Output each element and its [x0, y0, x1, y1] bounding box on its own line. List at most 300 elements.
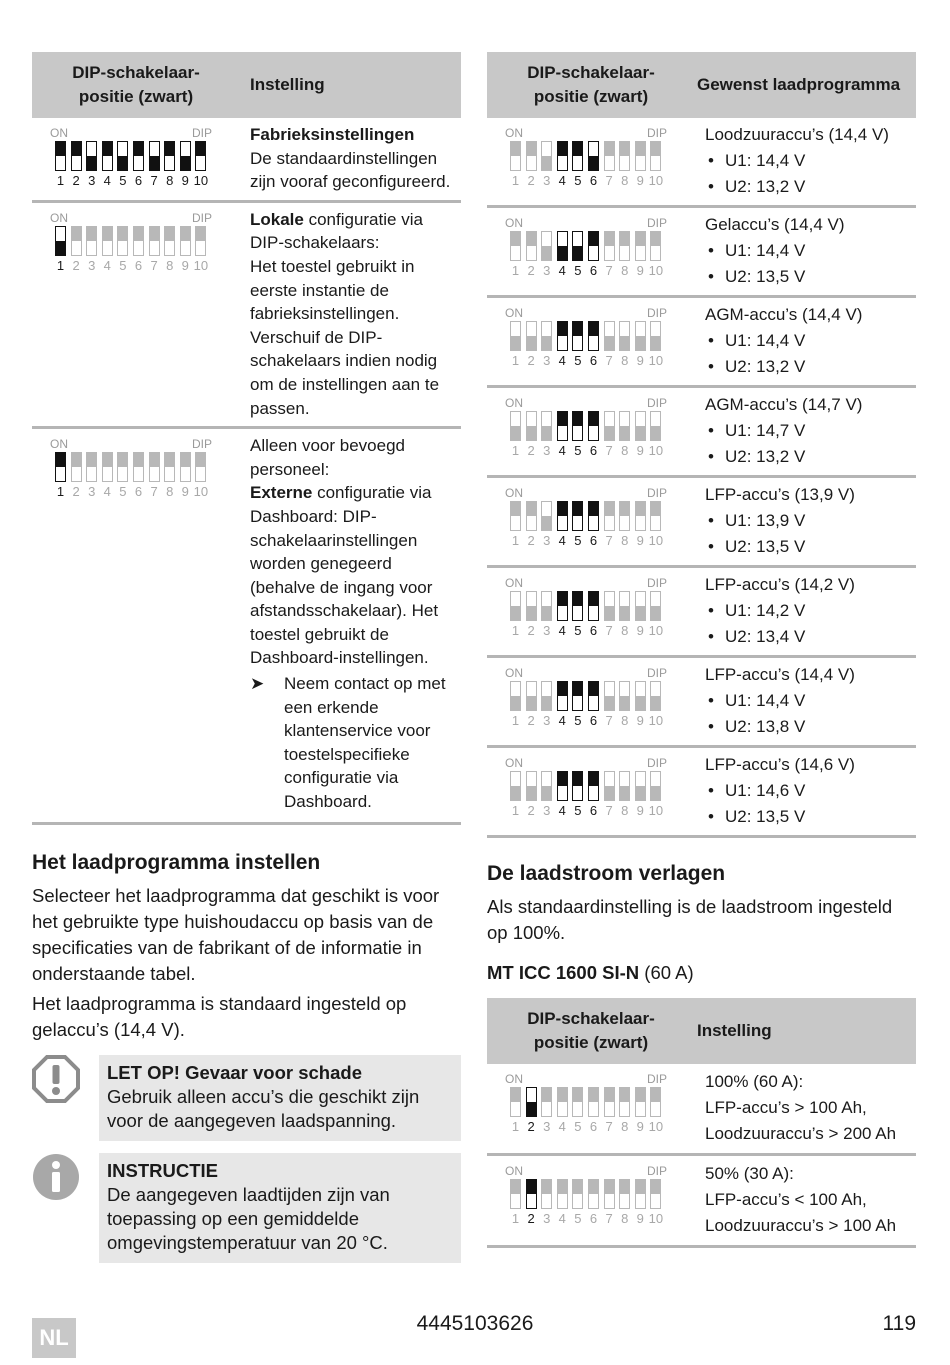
dip-switch-2 [526, 141, 537, 171]
dip-switch-diagram [505, 395, 667, 458]
dip-switch-knob [573, 142, 582, 156]
dip-switch-9 [635, 1179, 646, 1209]
dip-switch-knob [651, 336, 660, 350]
col-header-program: Gewenst laadprogramma [695, 52, 916, 118]
dip-switch-knob [605, 696, 614, 710]
dip-switch-knob [558, 772, 567, 786]
dip-switch-number: 1 [511, 262, 520, 278]
dip-switch-10 [650, 1087, 661, 1117]
dip-switch-knob [605, 232, 614, 246]
dip-switch-knob [636, 426, 645, 440]
current-table [487, 998, 916, 1248]
dip-switch-knob [589, 592, 598, 606]
table-row [487, 476, 916, 566]
dip-switch-number: 9 [636, 352, 644, 368]
dip-switch-8 [619, 141, 630, 171]
dip-switch-9 [180, 141, 191, 171]
dip-switch-number: 6 [589, 352, 598, 368]
dip-label: DIP [646, 755, 667, 770]
voltage-u2: • U2: 13,2 V [705, 445, 916, 469]
dip-switch-knob [573, 1088, 582, 1102]
dip-switch-knob [589, 1180, 598, 1194]
dip-switch-number: 6 [589, 622, 598, 638]
dip-switch-knob [103, 453, 112, 467]
dip-switch-knob [511, 786, 520, 800]
dip-switch-number: 7 [605, 532, 613, 548]
dip-switch-knob [620, 1180, 629, 1194]
paragraph: Selecteer het laadprogramma dat geschikt is voor het gebruikte type huishoudaccu op basis van de specificaties van de fabrikant of de informatie in onderstaande tabel. [32, 884, 440, 984]
action-step [250, 672, 455, 814]
dip-switch-knob [589, 682, 598, 696]
dip-switch-number: 9 [636, 173, 644, 188]
dip-switch-knob [103, 142, 112, 156]
dip-number-row [510, 1120, 666, 1134]
dip-switch-6 [133, 141, 144, 171]
dip-switch-number: 2 [527, 173, 535, 188]
action-step-text: Neem contact op met een erkende klantenservice voor toestelspecifieke configuratie via Dashboard. [284, 674, 446, 812]
dip-switch-knob [511, 426, 520, 440]
dip-switch-number: 4 [103, 484, 111, 500]
program-title: Gelaccu’s (14,4 V) [705, 214, 845, 234]
dip-on-label: ON [505, 1071, 523, 1086]
dip-switch-knob [165, 142, 174, 156]
dip-switch-10 [650, 231, 661, 261]
dip-switch-number: 6 [589, 262, 598, 278]
dip-switch-10 [650, 501, 661, 531]
dip-switch-knob [511, 142, 520, 156]
dip-switch-knob [558, 142, 567, 156]
dip-number-row [510, 1212, 666, 1226]
dip-switch-knob [542, 246, 551, 260]
dip-switch-2 [71, 452, 82, 482]
dip-switch-knob [542, 696, 551, 710]
dip-on-label: ON [505, 215, 523, 230]
dip-switch-3 [86, 226, 97, 256]
dip-switch-4 [557, 141, 568, 171]
dip-switch-5 [572, 771, 583, 801]
dip-switch-4 [557, 681, 568, 711]
dip-switch-number: 5 [574, 802, 582, 818]
dip-switch-knob [87, 156, 96, 170]
row-heading: Fabrieksinstellingen [250, 125, 415, 144]
table-row [487, 1154, 916, 1246]
dip-cell [487, 1154, 695, 1246]
row-lead [250, 208, 455, 255]
dip-switch-diagram [50, 437, 212, 500]
dip-switch-knob [651, 606, 660, 620]
dip-switch-knob [620, 142, 629, 156]
dip-switch-7 [604, 681, 615, 711]
dip-switch-knob [527, 502, 536, 516]
dip-switch-row [510, 1179, 662, 1211]
dip-switch-3 [541, 1179, 552, 1209]
voltage-u2: • U2: 13,4 V [705, 625, 916, 649]
dip-switch-number: 9 [181, 484, 189, 500]
dip-switch-knob [542, 336, 551, 350]
dip-switch-4 [102, 452, 113, 482]
program-cell [695, 746, 916, 836]
program-title: LFP-accu’s (14,2 V) [705, 574, 855, 594]
dip-switch-knob [72, 142, 81, 156]
dip-switch-8 [619, 681, 630, 711]
dip-switch-8 [164, 226, 175, 256]
dip-switch-number: 4 [558, 622, 566, 638]
dip-switch-number: 5 [119, 484, 127, 500]
model-line [487, 960, 916, 986]
dip-switch-number: 4 [558, 1118, 566, 1134]
dip-on-label: ON [505, 575, 523, 590]
dip-switch-3 [541, 411, 552, 441]
row-lead [250, 481, 455, 670]
dip-switch-7 [604, 321, 615, 351]
dip-switch-7 [604, 591, 615, 621]
dip-switch-1 [510, 591, 521, 621]
voltage-u2: • U2: 13,2 V [705, 175, 916, 199]
dip-switch-knob [87, 227, 96, 241]
dip-cell [487, 386, 695, 476]
dip-switch-5 [572, 141, 583, 171]
dip-switch-number: 5 [119, 173, 127, 188]
voltage-u2: • U2: 13,2 V [705, 355, 916, 379]
dip-switch-6 [588, 591, 599, 621]
dip-switch-3 [541, 681, 552, 711]
dip-switch-number: 5 [574, 352, 582, 368]
program-cell [695, 476, 916, 566]
dip-switch-knob [542, 156, 551, 170]
dip-switch-knob [573, 246, 582, 260]
program-cell [695, 206, 916, 296]
table-row [487, 746, 916, 836]
dip-switch-knob [527, 696, 536, 710]
dip-switch-knob [589, 772, 598, 786]
dip-switch-5 [117, 452, 128, 482]
dip-switch-knob [527, 142, 536, 156]
dip-switch-9 [635, 411, 646, 441]
voltage-u2: • U2: 13,5 V [705, 535, 916, 559]
dip-switch-9 [635, 681, 646, 711]
dip-switch-7 [604, 411, 615, 441]
dip-switch-5 [572, 1179, 583, 1209]
dip-switch-knob [150, 156, 159, 170]
program-title: LFP-accu’s (14,6 V) [705, 754, 855, 774]
dip-switch-4 [557, 771, 568, 801]
dip-switch-4 [557, 1087, 568, 1117]
dip-switch-3 [541, 591, 552, 621]
dip-switch-3 [86, 141, 97, 171]
dip-switch-number: 3 [543, 1210, 551, 1226]
dip-switch-10 [650, 141, 661, 171]
dip-number-row [510, 804, 666, 818]
dip-switch-6 [588, 1087, 599, 1117]
dip-switch-knob [527, 606, 536, 620]
dip-switch-8 [619, 771, 630, 801]
config-table [32, 52, 461, 825]
dip-switch-number: 3 [543, 532, 551, 548]
dip-switch-knob [558, 502, 567, 516]
dip-switch-knob [589, 502, 598, 516]
dip-switch-knob [589, 156, 598, 170]
dip-switch-knob [636, 786, 645, 800]
paragraph: Het laadprogramma is standaard ingesteld op gelaccu’s (14,4 V). [32, 992, 407, 1040]
dip-switch-number: 1 [511, 1210, 520, 1226]
dip-switch-diagram [505, 305, 667, 368]
dip-switch-number: 10 [648, 802, 664, 818]
dip-switch-knob [558, 682, 567, 696]
dip-switch-knob [118, 156, 127, 170]
dip-switch-row [510, 141, 662, 173]
voltage-u2: • U2: 13,8 V [705, 715, 916, 739]
dip-switch-number: 3 [543, 173, 551, 188]
dip-switch-knob [636, 606, 645, 620]
dip-switch-knob [636, 696, 645, 710]
dip-switch-knob [196, 142, 205, 156]
dip-on-label: ON [505, 755, 523, 770]
table-row [487, 296, 916, 386]
program-title: AGM-accu’s (14,7 V) [705, 394, 863, 414]
charge-program-table [487, 52, 916, 838]
dip-switch-knob [636, 1088, 645, 1102]
table-row [487, 118, 916, 206]
dip-switch-number: 3 [88, 173, 96, 188]
col-header-dip: DIP-schakelaar- positie (zwart) [32, 52, 240, 118]
dip-switch-knob [558, 592, 567, 606]
dip-switch-number: 9 [636, 712, 644, 728]
dip-switch-8 [164, 141, 175, 171]
dip-switch-number: 8 [621, 712, 629, 728]
dip-switch-1 [510, 231, 521, 261]
dip-switch-7 [604, 1087, 615, 1117]
program-title: Loodzuuraccu’s (14,4 V) [705, 125, 889, 144]
dip-switch-knob [87, 453, 96, 467]
table-row [487, 206, 916, 296]
dip-switch-knob [651, 1180, 660, 1194]
dip-switch-diagram [505, 755, 667, 818]
dip-switch-knob [150, 453, 159, 467]
dip-switch-4 [557, 501, 568, 531]
col-header-dip: DIP-schakelaar- positie (zwart) [487, 52, 695, 118]
dip-switch-number: 2 [527, 622, 535, 638]
dip-switch-number: 2 [527, 1210, 535, 1226]
dip-switch-knob [542, 516, 551, 530]
dip-switch-number: 6 [589, 802, 598, 818]
setting-line: 100% (60 A): [705, 1071, 804, 1091]
dip-switch-4 [557, 411, 568, 441]
dip-switch-knob [605, 1180, 614, 1194]
dip-on-label: ON [505, 485, 523, 500]
dip-switch-number: 8 [166, 484, 174, 500]
dip-switch-3 [541, 501, 552, 531]
dip-switch-row [55, 452, 207, 484]
dip-switch-diagram [505, 665, 667, 728]
dip-label: DIP [646, 485, 667, 500]
dip-switch-4 [557, 321, 568, 351]
dip-switch-knob [620, 696, 629, 710]
dip-switch-number: 3 [543, 802, 551, 818]
row-text: De standaardinstellingen zijn vooraf geconfigureerd. [250, 148, 451, 192]
dip-switch-knob [605, 426, 614, 440]
dip-switch-knob [573, 322, 582, 336]
dip-switch-2 [526, 681, 537, 711]
dip-switch-knob [589, 322, 598, 336]
dip-switch-5 [572, 411, 583, 441]
dip-switch-number: 5 [574, 712, 582, 728]
dip-switch-8 [164, 452, 175, 482]
dip-switch-knob [636, 336, 645, 350]
dip-switch-knob [651, 1088, 660, 1102]
dip-switch-8 [619, 411, 630, 441]
program-cell [695, 118, 916, 206]
dip-switch-4 [557, 591, 568, 621]
dip-switch-number: 6 [134, 257, 143, 273]
dip-number-row [510, 354, 666, 368]
dip-label: DIP [646, 575, 667, 590]
dip-switch-7 [604, 771, 615, 801]
dip-switch-diagram [505, 575, 667, 638]
dip-switch-2 [526, 1179, 537, 1209]
dip-switch-knob [181, 227, 190, 241]
dip-on-label: ON [50, 437, 68, 452]
dip-switch-number: 9 [181, 257, 189, 273]
dip-switch-7 [604, 1179, 615, 1209]
dip-switch-3 [541, 771, 552, 801]
dip-switch-10 [650, 321, 661, 351]
dip-label: DIP [646, 305, 667, 320]
voltage-u1: • U1: 14,7 V [705, 419, 916, 443]
dip-switch-number: 10 [193, 257, 209, 273]
dip-switch-knob [651, 786, 660, 800]
dip-switch-knob [558, 322, 567, 336]
dip-switch-knob [511, 336, 520, 350]
dip-switch-knob [527, 232, 536, 246]
table-row [487, 386, 916, 476]
dip-switch-9 [635, 1087, 646, 1117]
right-column [487, 52, 916, 1248]
dip-switch-1 [510, 1179, 521, 1209]
model-name: MT ICC 1600 SI-N [487, 961, 640, 983]
dip-number-row [55, 174, 211, 188]
dip-switch-number: 5 [574, 1118, 582, 1134]
dip-switch-10 [650, 1179, 661, 1209]
dip-switch-2 [71, 226, 82, 256]
dip-switch-8 [619, 231, 630, 261]
dip-switch-number: 10 [648, 1210, 664, 1226]
dip-switch-number: 8 [621, 622, 629, 638]
dip-switch-number: 2 [527, 1118, 535, 1134]
dip-switch-number: 7 [605, 262, 613, 278]
setting-line: LFP-accu’s < 100 Ah, [705, 1189, 867, 1209]
dip-on-label: ON [50, 210, 68, 225]
dip-switch-6 [588, 771, 599, 801]
dip-on-label: ON [505, 665, 523, 680]
dip-switch-knob [636, 232, 645, 246]
model-rating: (60 A) [639, 961, 694, 983]
dip-switch-1 [510, 771, 521, 801]
setting-line: Loodzuuraccu’s > 200 Ah [705, 1123, 897, 1143]
dip-switch-7 [149, 141, 160, 171]
voltage-list [705, 599, 916, 649]
dip-switch-1 [55, 226, 66, 256]
dip-switch-1 [510, 501, 521, 531]
dip-switch-number: 1 [511, 173, 520, 188]
instruction-callout [32, 1153, 461, 1263]
dip-switch-knob [651, 142, 660, 156]
table-row [487, 656, 916, 746]
dip-on-label: ON [505, 1163, 523, 1178]
dip-switch-5 [572, 321, 583, 351]
dip-switch-knob [511, 232, 520, 246]
dip-switch-number: 3 [543, 622, 551, 638]
row-lead-rest: configuratie via DIP-schakelaars: [250, 209, 423, 253]
dip-switch-10 [195, 452, 206, 482]
warning-text: Gebruik alleen accu’s die geschikt zijn voor de aangegeven laadspanning. [107, 1085, 420, 1131]
dip-switch-knob [511, 1088, 520, 1102]
dip-switch-9 [635, 231, 646, 261]
dip-switch-number: 9 [181, 173, 189, 188]
dip-number-row [55, 259, 211, 273]
dip-switch-number: 9 [636, 532, 644, 548]
dip-switch-number: 6 [589, 1210, 598, 1226]
dip-switch-9 [635, 321, 646, 351]
dip-switch-number: 3 [543, 442, 551, 458]
dip-switch-number: 1 [56, 257, 65, 273]
dip-switch-6 [588, 1179, 599, 1209]
language-badge: NL [32, 1318, 76, 1358]
dip-switch-3 [541, 321, 552, 351]
info-icon [32, 1153, 99, 1263]
dip-switch-7 [604, 231, 615, 261]
row-lead-bold: Externe [250, 483, 313, 503]
voltage-u1: • U1: 14,4 V [705, 239, 916, 263]
dip-switch-8 [619, 321, 630, 351]
dip-switch-knob [620, 336, 629, 350]
program-cell [695, 296, 916, 386]
dip-switch-number: 7 [150, 484, 158, 500]
dip-switch-number: 7 [605, 352, 613, 368]
dip-label: DIP [646, 665, 667, 680]
dip-switch-6 [588, 681, 599, 711]
dip-cell [487, 746, 695, 836]
program-cell [695, 386, 916, 476]
dip-switch-7 [149, 226, 160, 256]
dip-label: DIP [191, 126, 212, 140]
voltage-u1: • U1: 14,4 V [705, 689, 916, 713]
dip-switch-10 [650, 681, 661, 711]
dip-switch-7 [604, 141, 615, 171]
dip-switch-knob [636, 1180, 645, 1194]
dip-cell [487, 656, 695, 746]
dip-switch-number: 8 [166, 257, 174, 273]
dip-switch-number: 8 [621, 1210, 629, 1226]
voltage-list [705, 239, 916, 289]
dip-label: DIP [191, 210, 212, 225]
dip-switch-number: 10 [193, 484, 209, 500]
dip-switch-knob [118, 453, 127, 467]
dip-cell [487, 206, 695, 296]
dip-switch-number: 5 [574, 622, 582, 638]
dip-switch-knob [558, 412, 567, 426]
dip-switch-number: 10 [648, 532, 664, 548]
dip-switch-knob [511, 696, 520, 710]
dip-switch-number: 5 [574, 173, 582, 188]
dip-switch-10 [195, 141, 206, 171]
dip-switch-number: 1 [56, 173, 65, 188]
dip-switch-number: 4 [558, 1210, 566, 1226]
dip-switch-knob [511, 502, 520, 516]
dip-number-row [510, 264, 666, 278]
dip-switch-number: 3 [543, 1118, 551, 1134]
dip-switch-7 [149, 452, 160, 482]
dip-switch-knob [181, 156, 190, 170]
